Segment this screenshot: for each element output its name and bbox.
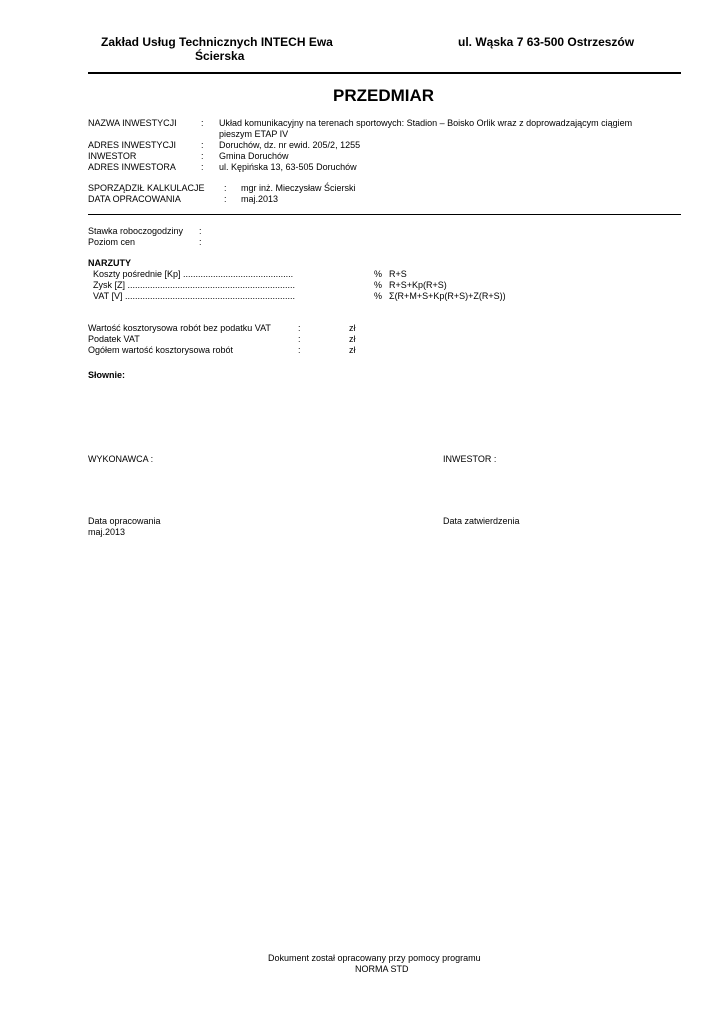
page-title: PRZEDMIAR	[333, 86, 435, 105]
surcharges-heading: NARZUTY	[88, 258, 131, 268]
investment-name-value: Układ komunikacyjny na terenach sportowych: Stadion – Boisko Orlik wraz z doprowadzającym ciągiem	[219, 118, 633, 128]
value-label: Wartość kosztorysowa robót bez podatku VAT	[88, 323, 271, 333]
prep-date-value: maj.2013	[88, 527, 126, 537]
surcharge-label: Koszty pośrednie [Kp] ............................................	[93, 269, 294, 279]
investor-label: INWESTOR	[88, 151, 137, 161]
surcharge-formula: R+S+Kp(R+S)	[389, 280, 447, 290]
value-label: Podatek VAT	[88, 334, 140, 344]
value-unit: zł	[349, 345, 356, 355]
investment-address-colon: :	[201, 140, 204, 150]
investor-address-value: ul. Kępińska 13, 63-505 Doruchów	[219, 162, 357, 172]
value-colon: :	[298, 334, 301, 344]
surcharge-formula: Σ(R+M+S+Kp(R+S)+Z(R+S))	[389, 291, 506, 301]
surcharge-unit: %	[374, 291, 383, 301]
price-level-label: Poziom cen	[88, 237, 136, 247]
investor-value: Gmina Doruchów	[219, 151, 289, 161]
investor-signature-label: INWESTOR :	[443, 454, 497, 464]
info-divider	[88, 214, 681, 215]
footer-line2: NORMA STD	[355, 964, 409, 974]
surcharge-unit: %	[374, 280, 383, 290]
in-words-label: Słownie:	[88, 370, 126, 380]
value-colon: :	[298, 345, 301, 355]
surcharge-formula: R+S	[389, 269, 407, 279]
investor-address-colon: :	[201, 162, 204, 172]
investment-address-value: Doruchów, dz. nr ewid. 205/2, 1255	[219, 140, 361, 150]
surcharge-label: VAT [V] ....................................................................	[93, 291, 296, 301]
prep-date-label: Data opracowania	[88, 516, 161, 526]
preparation-date-value: maj.2013	[241, 194, 279, 204]
company-address: ul. Wąska 7 63-500 Ostrzeszów	[458, 35, 635, 49]
value-unit: zł	[349, 334, 356, 344]
surcharge-label: Zysk [Z] ...................................................................	[93, 280, 296, 290]
investor-colon: :	[201, 151, 204, 161]
labor-rate-label: Stawka roboczogodziny	[88, 226, 184, 236]
value-unit: zł	[349, 323, 356, 333]
prepared-by-colon: :	[224, 183, 227, 193]
company-name-line1: Zakład Usług Technicznych INTECH Ewa	[101, 35, 333, 49]
contractor-label: WYKONAWCA :	[88, 454, 154, 464]
investor-address-label: ADRES INWESTORA	[88, 162, 176, 172]
investment-address-label: ADRES INWESTYCJI	[88, 140, 177, 150]
value-label: Ogółem wartość kosztorysowa robót	[88, 345, 234, 355]
prepared-by-label: SPORZĄDZIŁ KALKULACJE	[88, 183, 205, 193]
footer-line1: Dokument został opracowany przy pomocy programu	[268, 953, 481, 963]
investment-name-colon: :	[201, 118, 204, 128]
prepared-by-value: mgr inż. Mieczysław Ścierski	[241, 183, 356, 193]
surcharge-unit: %	[374, 269, 383, 279]
labor-rate-colon: :	[199, 226, 202, 236]
value-colon: :	[298, 323, 301, 333]
preparation-date-label: DATA OPRACOWANIA	[88, 194, 181, 204]
price-level-colon: :	[199, 237, 202, 247]
preparation-date-colon: :	[224, 194, 227, 204]
company-name-line2: Ścierska	[195, 49, 245, 63]
investment-name-value-cont: pieszym ETAP IV	[219, 129, 289, 139]
investment-name-label: NAZWA INWESTYCJI	[88, 118, 177, 128]
approval-date-label: Data zatwierdzenia	[443, 516, 520, 526]
header-divider	[88, 72, 681, 74]
